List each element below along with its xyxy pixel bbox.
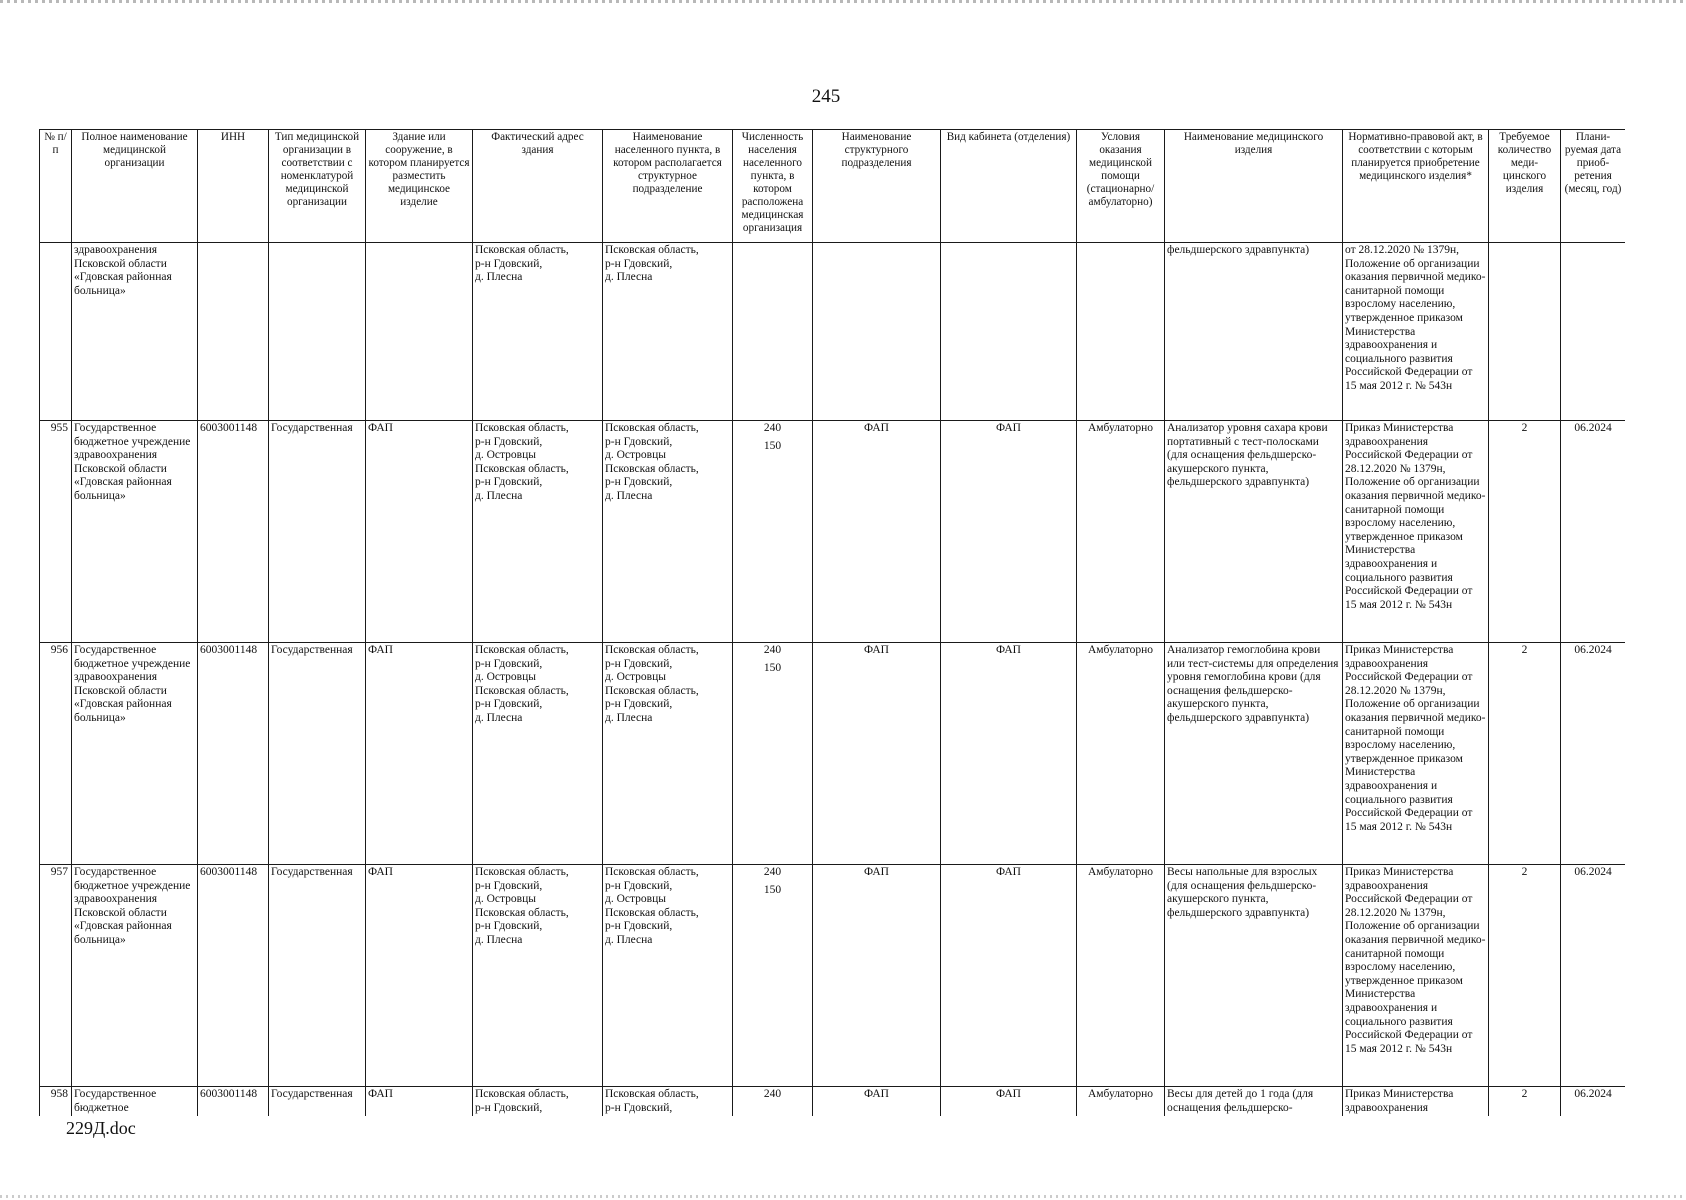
cell-type: Государственная [269,1087,366,1117]
cell-building: ФАП [366,1087,473,1117]
settlement-text: Псковская область, р-н Гдовский, д. Островцы [605,644,699,684]
cell-cabinet: ФАП [941,421,1077,643]
cell-population: 240 [733,1087,813,1117]
address-text: Псковская область, р-н Гдовский, д. Плесна [475,906,569,946]
cell-act: Приказ Министерства здравоохранения Российской Федерации от 28.12.2020 № 1379н, Положение об организации оказания первичной медико-санитарной помощи взрослому населению, утвержденное приказом Министерства здравоохранения и социального развития Российской Федерации от 15 мая 2012 г. № 543н [1343,865,1489,1087]
cell-qty: 2 [1489,1087,1561,1117]
cell-qty [1489,243,1561,421]
cell-org: Государственное бюджетное [72,1087,198,1117]
cell-type: Государственная [269,865,366,1087]
cell-settlement [603,643,733,865]
cell-building [366,243,473,421]
cell-org: Государственное бюджетное учреждение здравоохранения Псковской области «Гдовская районная больница» [72,865,198,1087]
population-value: 240 [763,422,782,434]
cell-act: Приказ Министерства здравоохранения Российской Федерации от 28.12.2020 № 1379н, Положение об организации оказания первичной медико-санитарной помощи взрослому населению, утвержденное приказом Министерства здравоохранения и социального развития Российской Федерации от 15 мая 2012 г. № 543н [1343,643,1489,865]
address-text: Псковская область, р-н Гдовский, [475,1088,569,1114]
document-table-wrapper [39,129,1625,1116]
header-act: Нормативно-правовой акт, в соответствии с которым планируется приобретение медицинского изделия* [1343,130,1489,243]
cell-unit: ФАП [813,1087,941,1117]
cell-device: фельдшерского здравпункта) [1165,243,1343,421]
cell-population [733,643,813,865]
cell-cabinet: ФАП [941,643,1077,865]
header-qty: Требуемое количество меди-цинского изделия [1489,130,1561,243]
cell-building: ФАП [366,643,473,865]
header-building: Здание или сооружение, в котором планируется разместить медицинское изделие [366,130,473,243]
cell-inn: 6003001148 [198,421,269,643]
cell-unit: ФАП [813,865,941,1087]
cell-population [733,421,813,643]
header-org: Полное наименование медицинской организации [72,130,198,243]
population-value: 240 [763,866,782,878]
header-device: Наименование медицинского изделия [1165,130,1343,243]
cell-type: Государственная [269,421,366,643]
cell-device: Весы напольные для взрослых (для оснащения фельдшерско-акушерского пункта, фельдшерского здравпункта) [1165,865,1343,1087]
cell-date: 06.2024 [1561,643,1626,865]
cell-qty: 2 [1489,421,1561,643]
cell-conditions: Амбулаторно [1077,421,1165,643]
header-settlement: Наименование населенного пункта, в котором располагается структурное подразделение [603,130,733,243]
header-type: Тип медицинской организации в соответствии с номенклатурой медицинской организации [269,130,366,243]
table-row [40,643,1626,865]
address-text: Псковская область, р-н Гдовский, д. Островцы [475,422,569,462]
cell-settlement [603,243,733,421]
cell-org: Государственное бюджетное учреждение здравоохранения Псковской области «Гдовская районная больница» [72,643,198,865]
cell-conditions: Амбулаторно [1077,643,1165,865]
cell-org: Государственное бюджетное учреждение здравоохранения Псковской области «Гдовская районная больница» [72,421,198,643]
address-text: Псковская область, р-н Гдовский, д. Островцы [475,644,569,684]
cell-num: 957 [40,865,72,1087]
cell-conditions: Амбулаторно [1077,1087,1165,1117]
cell-address [473,421,603,643]
cell-address [473,1087,603,1117]
population-value: 150 [763,883,782,896]
header-num: № п/п [40,130,72,243]
table-row [40,865,1626,1087]
cell-act: Приказ Министерства здравоохранения [1343,1087,1489,1117]
header-address: Фактический адрес здания [473,130,603,243]
cell-population [733,243,813,421]
cell-cabinet [941,243,1077,421]
cell-num: 955 [40,421,72,643]
cell-unit: ФАП [813,421,941,643]
settlement-text: Псковская область, р-н Гдовский, д. Плесна [605,462,699,502]
cell-device: Анализатор гемоглобина крови или тест-системы для определения уровня гемоглобина крови (для оснащения фельдшерско-акушерского пункта, фельдшерского здравпункта) [1165,643,1343,865]
cell-address [473,865,603,1087]
settlement-text: Псковская область, р-н Гдовский, [605,1088,699,1114]
cell-date: 06.2024 [1561,1087,1626,1117]
cell-building: ФАП [366,865,473,1087]
cell-unit [813,243,941,421]
cell-address [473,243,603,421]
cell-num [40,243,72,421]
cell-device: Весы для детей до 1 года (для оснащения фельдшерско- [1165,1087,1343,1117]
scan-edge-top [0,0,1686,3]
population-value: 240 [763,644,782,656]
table-row-continuation [40,243,1626,421]
cell-type [269,243,366,421]
header-date: Плани-руемая дата приоб-ретения (месяц, год) [1561,130,1626,243]
address-text: Псковская область, р-н Гдовский, д. Плесна [475,684,569,724]
cell-building: ФАП [366,421,473,643]
cell-date: 06.2024 [1561,865,1626,1087]
settlement-text: Псковская область, р-н Гдовский, д. Плесна [605,244,699,284]
cell-inn: 6003001148 [198,643,269,865]
cell-qty: 2 [1489,643,1561,865]
settlement-text: Псковская область, р-н Гдовский, д. Островцы [605,422,699,462]
header-unit: Наименование структурного подразделения [813,130,941,243]
cell-settlement [603,865,733,1087]
page-number: 245 [811,86,841,107]
cell-num: 958 [40,1087,72,1117]
cell-org: здравоохранения Псковской области «Гдовская районная больница» [72,243,198,421]
cell-device: Анализатор уровня сахара крови портативный с тест-полосками (для оснащения фельдшерско-акушерского пункта, фельдшерского здравпункта) [1165,421,1343,643]
settlement-text: Псковская область, р-н Гдовский, д. Плесна [605,684,699,724]
table-row-partial [40,1087,1626,1117]
cell-settlement [603,421,733,643]
footer-filename: 229Д.doc [66,1118,136,1138]
scan-edge-bottom [0,1195,1686,1198]
header-conditions: Условия оказания медицинской помощи (стационарно/ амбулаторно) [1077,130,1165,243]
cell-date [1561,243,1626,421]
cell-unit: ФАП [813,643,941,865]
settlement-text: Псковская область, р-н Гдовский, д. Плесна [605,906,699,946]
header-inn: ИНН [198,130,269,243]
cell-population [733,865,813,1087]
cell-date: 06.2024 [1561,421,1626,643]
cell-act: от 28.12.2020 № 1379н, Положение об организации оказания первичной медико-санитарной помощи взрослому населению, утвержденное приказом Министерства здравоохранения и социального развития Российской Федерации от 15 мая 2012 г. № 543н [1343,243,1489,421]
cell-conditions [1077,243,1165,421]
address-text: Псковская область, р-н Гдовский, д. Островцы [475,866,569,906]
address-text: Псковская область, р-н Гдовский, д. Плесна [475,462,569,502]
cell-address [473,643,603,865]
cell-settlement [603,1087,733,1117]
settlement-text: Псковская область, р-н Гдовский, д. Островцы [605,866,699,906]
table-header-row [40,130,1626,243]
cell-inn: 6003001148 [198,1087,269,1117]
cell-inn [198,243,269,421]
header-population: Численность населения населенного пункта, в котором расположена медицинская организация [733,130,813,243]
cell-cabinet: ФАП [941,1087,1077,1117]
table-row [40,421,1626,643]
cell-type: Государственная [269,643,366,865]
header-cabinet: Вид кабинета (отделения) [941,130,1077,243]
cell-qty: 2 [1489,865,1561,1087]
cell-act: Приказ Министерства здравоохранения Российской Федерации от 28.12.2020 № 1379н, Положение об организации оказания первичной медико-санитарной помощи взрослому населению, утвержденное приказом Министерства здравоохранения и социального развития Российской Федерации от 15 мая 2012 г. № 543н [1343,421,1489,643]
cell-num: 956 [40,643,72,865]
population-value: 150 [763,661,782,674]
address-text: Псковская область, р-н Гдовский, д. Плесна [475,244,569,284]
population-value: 150 [763,439,782,452]
cell-conditions: Амбулаторно [1077,865,1165,1087]
medical-equipment-table [39,129,1625,1116]
cell-inn: 6003001148 [198,865,269,1087]
cell-cabinet: ФАП [941,865,1077,1087]
